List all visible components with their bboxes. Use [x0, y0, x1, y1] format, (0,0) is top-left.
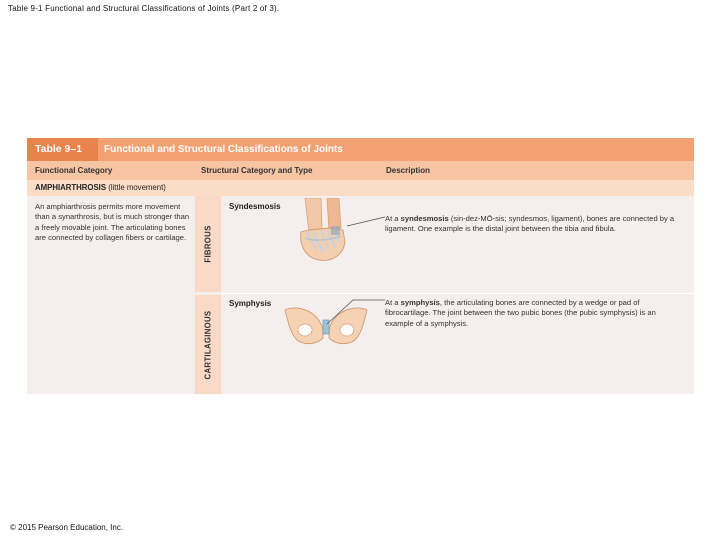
slide-title: Table 9-1 Functional and Structural Classifications of Joints (Part 2 of 3). [8, 4, 280, 13]
classification-table [27, 138, 694, 394]
tibia-fibula-illustration [295, 198, 355, 264]
syndesmosis-desc-prefix: At a [385, 214, 401, 223]
side-tab-cartilaginous [195, 295, 221, 394]
syndesmosis-leader-line [345, 214, 387, 228]
syndesmosis-desc-rest: (sin-dez-MŌ-sis; syndesmos, ligament), bones are connected by a ligament. One example is the distal joint between the tibia and fibula. [385, 214, 675, 234]
table-title: Functional and Structural Classifications of Joints [104, 144, 343, 155]
row-divider [221, 293, 694, 294]
symphysis-desc-rest: , the articulating bones are connected by a wedge or pad of fibrocartilage. The joint between the two pubic bones (the pubic symphysis) is an example of a symphysis. [385, 298, 656, 328]
symphysis-term: symphysis [400, 298, 440, 307]
category-bar [27, 180, 694, 196]
column-header-description: Description [386, 166, 431, 175]
type-syndesmosis: Syndesmosis [229, 202, 281, 211]
symphysis-leader-line [323, 298, 387, 326]
structural-class-cartilaginous: CARTILAGINOUS [203, 310, 213, 379]
category-name: AMPHIARTHROSIS [35, 183, 107, 192]
column-header-functional: Functional Category [35, 166, 113, 175]
column-header-structural: Structural Category and Type [201, 166, 313, 175]
category-note: (little movement) [108, 183, 166, 192]
symphysis-desc-prefix: At a [385, 298, 401, 307]
structural-class-fibrous: FIBROUS [203, 225, 213, 263]
table-number: Table 9–1 [27, 138, 98, 161]
type-symphysis: Symphysis [229, 299, 272, 308]
syndesmosis-term: syndesmosis [400, 214, 449, 223]
column-header-bar [27, 161, 694, 180]
description-syndesmosis [385, 214, 685, 235]
functional-description: An amphiarthrosis permits more movement than a synarthrosis, but is much stronger than a freely movable joint. The articulating bones are connected by collagen fibers or cartilage. [35, 202, 190, 243]
copyright: © 2015 Pearson Education, Inc. [10, 523, 124, 532]
side-tab-fibrous [195, 196, 221, 292]
description-symphysis [385, 298, 685, 329]
